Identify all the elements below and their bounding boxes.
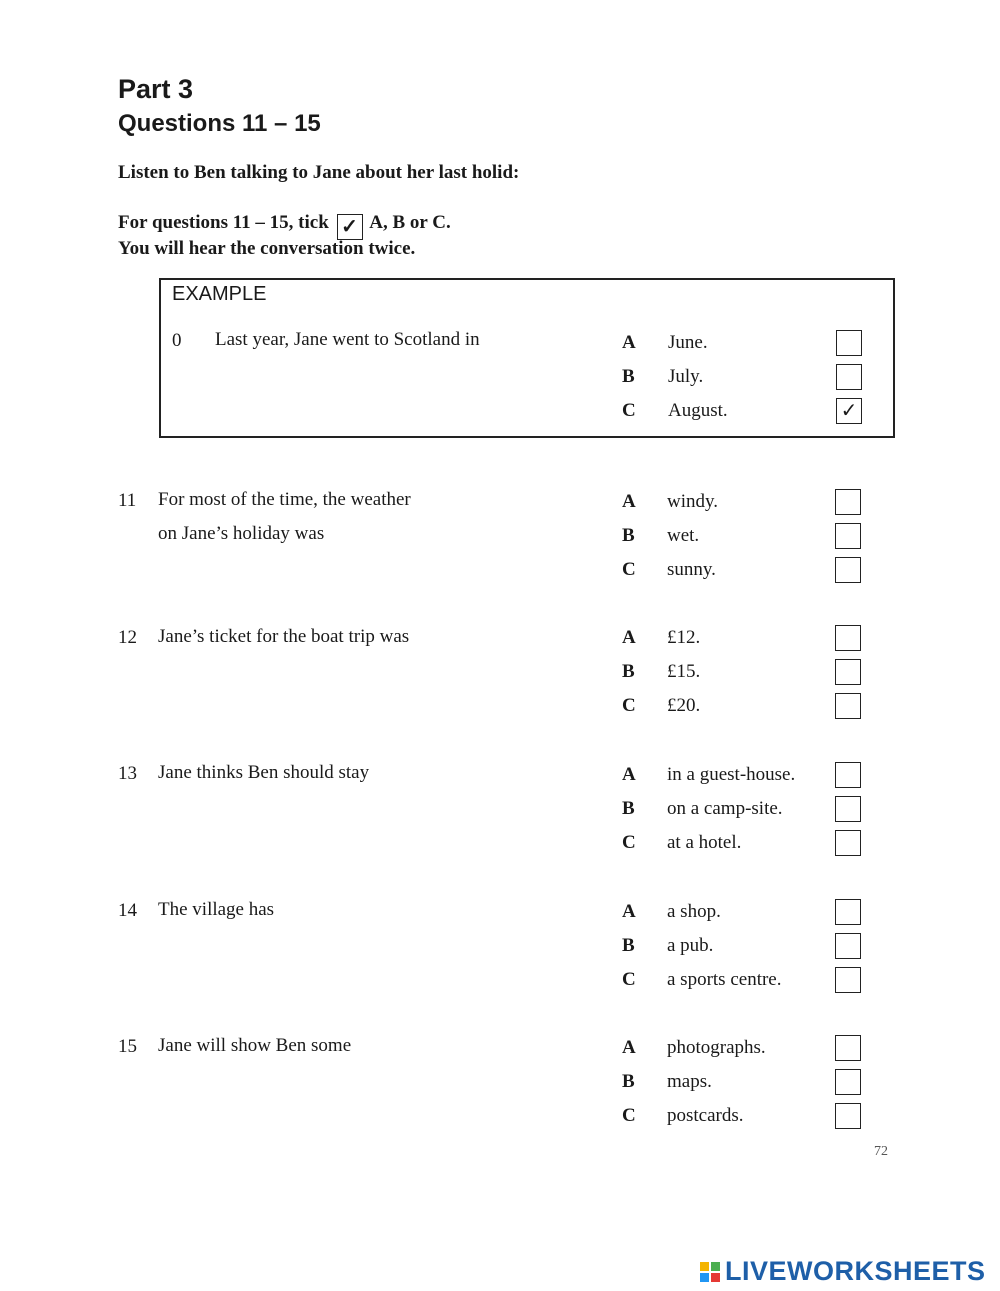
question-text-line1: Jane will show Ben some bbox=[158, 1035, 352, 1056]
answer-checkbox[interactable] bbox=[835, 899, 861, 925]
mark-square bbox=[700, 1262, 709, 1271]
example-answer-box-checked: ✓ bbox=[836, 398, 862, 424]
option-text: postcards. bbox=[667, 1105, 744, 1126]
option-text: £20. bbox=[667, 695, 701, 716]
answer-checkbox[interactable] bbox=[835, 693, 861, 719]
option-letter: C bbox=[622, 832, 636, 853]
answer-checkbox[interactable] bbox=[835, 762, 861, 788]
option-text: at a hotel. bbox=[667, 832, 742, 853]
part-title: Part 3 bbox=[118, 74, 194, 104]
liveworksheets-mark-icon bbox=[700, 1262, 720, 1282]
answer-checkbox[interactable] bbox=[835, 557, 861, 583]
example-number: 0 bbox=[172, 330, 182, 351]
option-letter: C bbox=[622, 695, 636, 716]
example-question-text: Last year, Jane went to Scotland in bbox=[215, 329, 480, 350]
example-option-letter: B bbox=[622, 366, 635, 387]
option-letter: A bbox=[622, 764, 636, 785]
option-text: a pub. bbox=[667, 935, 714, 956]
answer-checkbox[interactable] bbox=[835, 1103, 861, 1129]
page-number: 72 bbox=[874, 1144, 888, 1159]
question-text-line1: For most of the time, the weather bbox=[158, 489, 411, 510]
option-text: maps. bbox=[667, 1071, 712, 1092]
option-text: a shop. bbox=[667, 901, 721, 922]
answer-checkbox[interactable] bbox=[835, 1069, 861, 1095]
option-letter: B bbox=[622, 661, 635, 682]
option-letter: A bbox=[622, 627, 636, 648]
option-letter: C bbox=[622, 1105, 636, 1126]
question-text-line2: on Jane’s holiday was bbox=[158, 523, 325, 544]
answer-checkbox[interactable] bbox=[835, 796, 861, 822]
option-text: a sports centre. bbox=[667, 969, 782, 990]
mark-square bbox=[711, 1262, 720, 1271]
instruction-before: For questions 11 – 15, tick bbox=[118, 212, 329, 233]
option-letter: C bbox=[622, 559, 636, 580]
example-option-text: June. bbox=[668, 332, 708, 353]
liveworksheets-wordmark: LIVEWORKSHEETS bbox=[725, 1256, 986, 1286]
answer-checkbox[interactable] bbox=[835, 489, 861, 515]
answer-checkbox[interactable] bbox=[835, 933, 861, 959]
question-number: 14 bbox=[118, 900, 137, 921]
example-answer-box bbox=[836, 364, 862, 390]
option-letter: B bbox=[622, 1071, 635, 1092]
instruction-line-1 bbox=[118, 212, 451, 240]
option-text: sunny. bbox=[667, 559, 716, 580]
mark-square bbox=[711, 1273, 720, 1282]
example-option-letter: C bbox=[622, 400, 636, 421]
example-option-text: August. bbox=[668, 400, 728, 421]
option-text: £12. bbox=[667, 627, 701, 648]
question-number: 15 bbox=[118, 1036, 137, 1057]
example-option-text: July. bbox=[668, 366, 704, 387]
answer-checkbox[interactable] bbox=[835, 659, 861, 685]
answer-checkbox[interactable] bbox=[835, 967, 861, 993]
option-letter: B bbox=[622, 798, 635, 819]
question-text-line1: Jane thinks Ben should stay bbox=[158, 762, 370, 783]
intro-text: Listen to Ben talking to Jane about her last holid: bbox=[118, 162, 520, 183]
question-number: 13 bbox=[118, 763, 137, 784]
option-text: on a camp-site. bbox=[667, 798, 783, 819]
liveworksheets-logo bbox=[700, 1256, 986, 1287]
example-option-letter: A bbox=[622, 332, 636, 353]
option-letter: A bbox=[622, 491, 636, 512]
answer-checkbox[interactable] bbox=[835, 830, 861, 856]
question-text-line1: The village has bbox=[158, 899, 275, 920]
question-text-line1: Jane’s ticket for the boat trip was bbox=[158, 626, 410, 647]
option-letter: A bbox=[622, 901, 636, 922]
question-number: 12 bbox=[118, 627, 137, 648]
option-letter: C bbox=[622, 969, 636, 990]
example-frame bbox=[159, 278, 895, 438]
option-text: in a guest-house. bbox=[667, 764, 796, 785]
option-letter: B bbox=[622, 935, 635, 956]
answer-checkbox[interactable] bbox=[835, 1035, 861, 1061]
instruction-after: A, B or C. bbox=[369, 212, 451, 233]
example-title: EXAMPLE bbox=[172, 283, 267, 305]
tick-box-icon: ✓ bbox=[337, 214, 363, 240]
option-text: photographs. bbox=[667, 1037, 766, 1058]
option-text: wet. bbox=[667, 525, 700, 546]
question-number: 11 bbox=[118, 490, 137, 511]
mark-square bbox=[700, 1273, 709, 1282]
option-letter: A bbox=[622, 1037, 636, 1058]
option-letter: B bbox=[622, 525, 635, 546]
answer-checkbox[interactable] bbox=[835, 523, 861, 549]
option-text: £15. bbox=[667, 661, 701, 682]
example-answer-box bbox=[836, 330, 862, 356]
answer-checkbox[interactable] bbox=[835, 625, 861, 651]
option-text: windy. bbox=[667, 491, 719, 512]
instruction-line-2: You will hear the conversation twice. bbox=[118, 238, 416, 259]
questions-range-heading: Questions 11 – 15 bbox=[118, 110, 321, 137]
